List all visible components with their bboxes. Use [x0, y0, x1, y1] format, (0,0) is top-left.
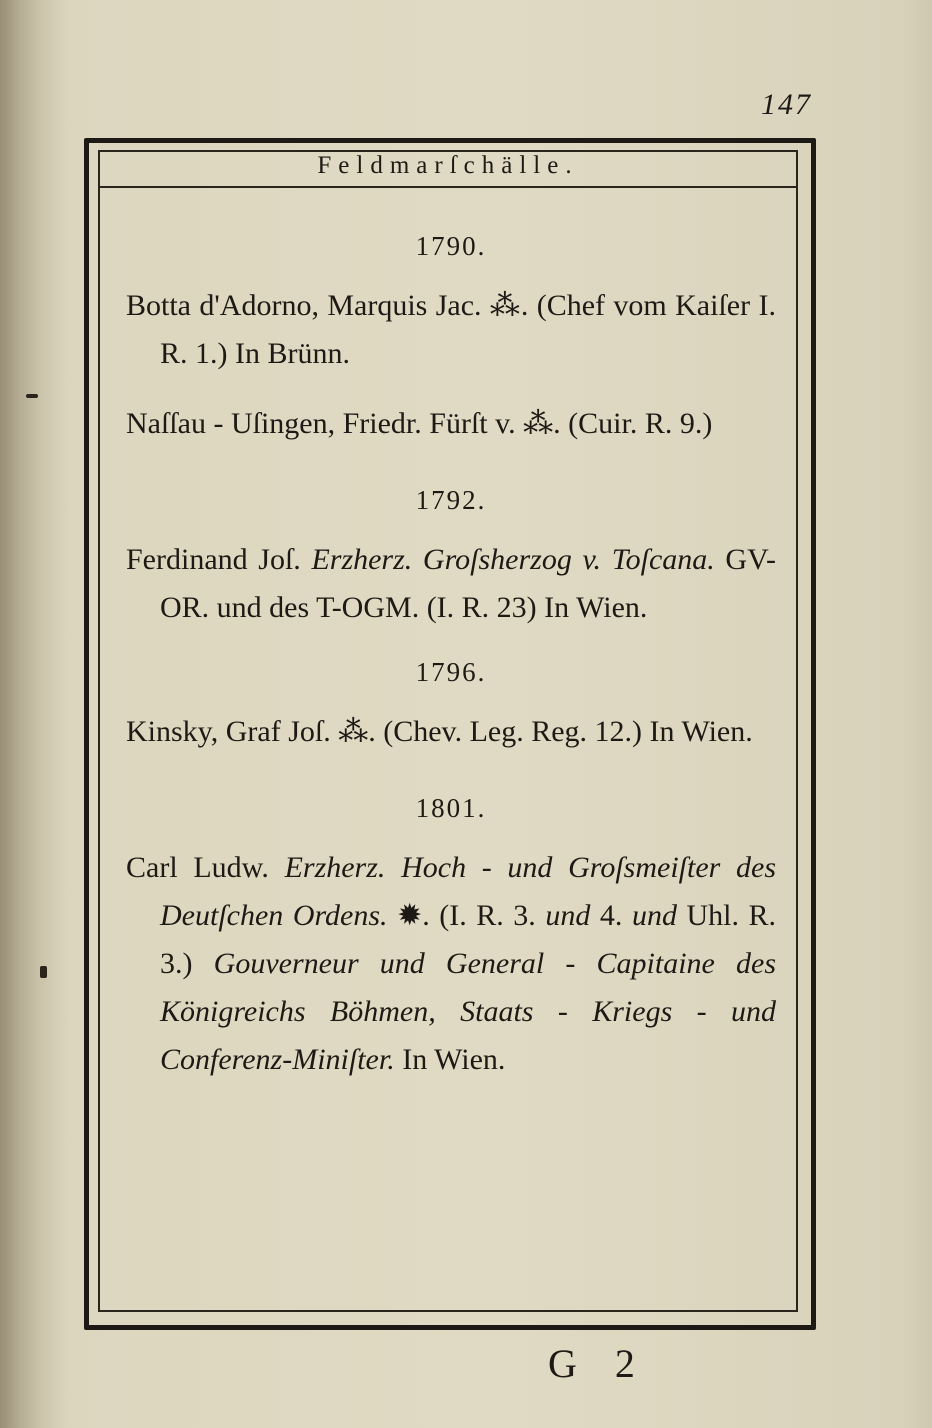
year-heading: 1792.	[415, 485, 487, 515]
year-heading: 1796.	[415, 657, 487, 687]
page-content	[126, 228, 776, 1106]
entry-botta: Botta d'Adorno, Marquis Jac. ⁂. (Chef vom Kaiſer I. R. 1.) In Brünn.	[126, 289, 776, 370]
binding-shadow	[0, 0, 72, 1428]
running-head: Feldmarſchälle.	[317, 152, 579, 179]
signature-mark: G 2	[548, 1341, 649, 1386]
entry-italic: Erzherz. Hoch - und Groſsmeiſter des Deutſchen Ordens.	[160, 851, 776, 932]
entry-carl	[126, 844, 776, 1084]
entry-italic: Gouverneur und General - Capitaine des Königreichs Böhmen, Staats - Kriegs - und Conferenz-Miniſter.	[160, 947, 777, 1076]
page-number: 147	[761, 88, 812, 121]
entry-text: Ferdinand Joſ.	[126, 543, 312, 576]
entry-text: ✹. (I. R. 3.	[387, 899, 546, 932]
entry-kinsky: Kinsky, Graf Joſ. ⁂. (Chev. Leg. Reg. 12.) In Wien.	[126, 715, 753, 748]
entry-text: In Wien.	[394, 1043, 506, 1076]
entry-nassau: Naſſau - Uſingen, Friedr. Fürſt v. ⁂. (Cuir. R. 9.)	[126, 407, 713, 440]
margin-mark	[40, 966, 47, 978]
entry-italic: und	[545, 899, 591, 932]
entry-text: Carl Ludw.	[126, 851, 285, 884]
entry-italic: Erzherz. Groſsherzog v. Toſcana.	[311, 543, 715, 576]
year-heading: 1790.	[415, 231, 487, 261]
entry-ferdinand	[126, 536, 776, 632]
entry-text: Uhl. R. 3.)	[160, 899, 777, 980]
margin-mark	[26, 394, 38, 398]
entry-text: GV- OR. und des T-OGM. (I. R. 23) In Wien.	[160, 543, 776, 624]
year-heading: 1801.	[415, 793, 487, 823]
entry-italic: und	[631, 899, 677, 932]
entry-text: 4.	[590, 899, 632, 932]
